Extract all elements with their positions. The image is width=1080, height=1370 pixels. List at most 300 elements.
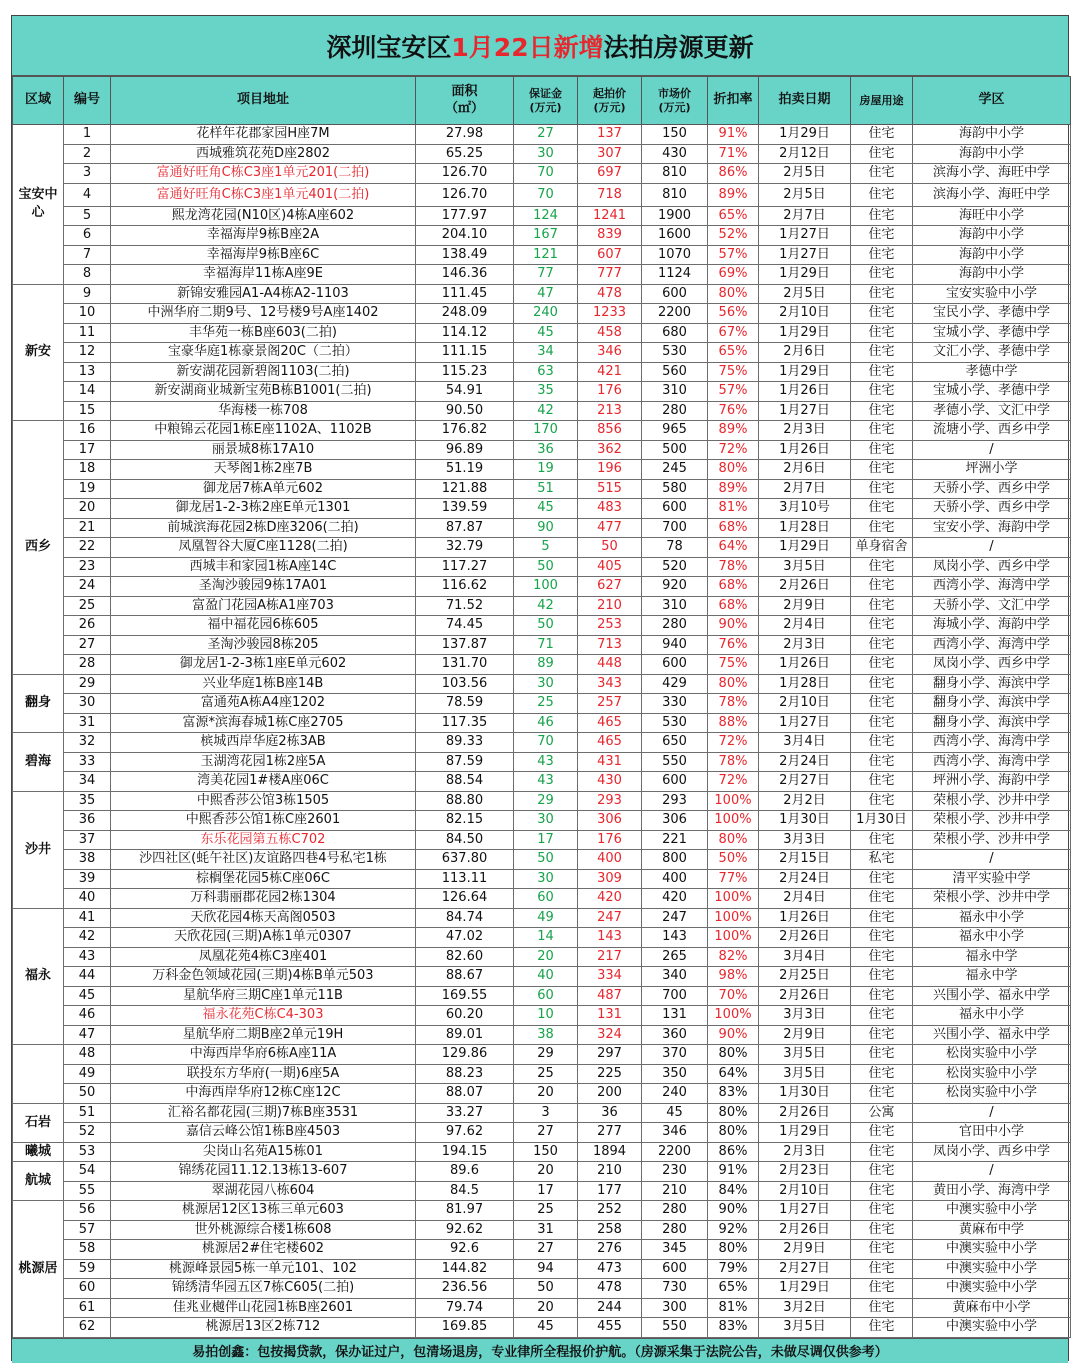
cell-market: 580 (642, 479, 708, 499)
cell-market: 345 (642, 1240, 708, 1260)
cell-school: 中澳实验中小学 (913, 1240, 1071, 1260)
cell-school: / (913, 440, 1071, 460)
cell-start: 713 (578, 635, 642, 655)
cell-discount: 100% (708, 928, 759, 948)
cell-school: 宝安小学、海韵中学 (913, 518, 1071, 538)
cell-market: 131 (642, 1006, 708, 1026)
cell-school: 天骄小学、西乡中学 (913, 479, 1071, 499)
cell-no: 6 (64, 226, 111, 246)
cell-deposit: 89 (514, 655, 578, 675)
cell-usage: 住宅 (851, 1123, 913, 1143)
cell-address: 中海西岸华府6栋A座11A (111, 1045, 416, 1065)
cell-usage: 住宅 (851, 499, 913, 519)
cell-market: 310 (642, 382, 708, 402)
cell-deposit: 70 (514, 164, 578, 184)
cell-start: 257 (578, 694, 642, 714)
cell-start: 405 (578, 557, 642, 577)
cell-area: 60.20 (416, 1006, 514, 1026)
cell-date: 2月25日 (759, 967, 851, 987)
cell-no: 40 (64, 889, 111, 909)
cell-market: 810 (642, 164, 708, 184)
cell-deposit: 63 (514, 362, 578, 382)
cell-deposit: 36 (514, 440, 578, 460)
cell-start: 131 (578, 1006, 642, 1026)
cell-address: 玉湖湾花园1栋2座5A (111, 752, 416, 772)
cell-school: 海韵中小学 (913, 245, 1071, 265)
cell-deposit: 90 (514, 518, 578, 538)
cell-start: 252 (578, 1201, 642, 1221)
cell-deposit: 50 (514, 557, 578, 577)
cell-date: 2月27日 (759, 772, 851, 792)
cell-usage: 住宅 (851, 928, 913, 948)
cell-market: 420 (642, 889, 708, 909)
cell-discount: 80% (708, 674, 759, 694)
cell-area: 84.74 (416, 908, 514, 928)
cell-discount: 72% (708, 440, 759, 460)
table-row (13, 1181, 1071, 1201)
cell-no: 4 (64, 183, 111, 206)
cell-no: 54 (64, 1162, 111, 1182)
cell-school: 荣根小学、沙井中学 (913, 889, 1071, 909)
cell-start: 458 (578, 323, 642, 343)
cell-school: 黄麻布中小学 (913, 1298, 1071, 1318)
header-usage: 房屋用途 (851, 77, 913, 125)
cell-deposit: 35 (514, 382, 578, 402)
cell-usage: 住宅 (851, 401, 913, 421)
cell-address: 幸福海岸9栋B座2A (111, 226, 416, 246)
cell-school: 松岗实验中小学 (913, 1064, 1071, 1084)
cell-address: 天琴阁1栋2座7B (111, 460, 416, 480)
cell-address: 桃源居12区13栋三单元603 (111, 1201, 416, 1221)
cell-no: 19 (64, 479, 111, 499)
cell-discount: 68% (708, 596, 759, 616)
cell-address: 圣淘沙骏园8栋205 (111, 635, 416, 655)
cell-usage: 住宅 (851, 164, 913, 184)
cell-school: 荣根小学、沙井中学 (913, 811, 1071, 831)
cell-market: 800 (642, 850, 708, 870)
table-row (13, 928, 1071, 948)
cell-deposit: 27 (514, 1123, 578, 1143)
cell-discount: 75% (708, 362, 759, 382)
cell-no: 5 (64, 206, 111, 226)
cell-deposit: 94 (514, 1259, 578, 1279)
cell-area: 114.12 (416, 323, 514, 343)
cell-area: 236.56 (416, 1279, 514, 1299)
cell-discount: 65% (708, 343, 759, 363)
cell-deposit: 49 (514, 908, 578, 928)
cell-school: 福永中学 (913, 947, 1071, 967)
cell-deposit: 20 (514, 1298, 578, 1318)
header-market-label: 市场价 (658, 86, 691, 100)
cell-address: 华海楼一栋708 (111, 401, 416, 421)
cell-address: 锦绣清华园五区7栋C605(二拍) (111, 1279, 416, 1299)
cell-discount: 90% (708, 1201, 759, 1221)
cell-school: 荣根小学、沙井中学 (913, 791, 1071, 811)
cell-no: 22 (64, 538, 111, 558)
cell-market: 400 (642, 869, 708, 889)
cell-discount: 80% (708, 830, 759, 850)
cell-start: 324 (578, 1025, 642, 1045)
cell-usage: 私宅 (851, 850, 913, 870)
cell-address: 富通好旺角C栋C3座1单元401(二拍) (111, 183, 416, 206)
cell-discount: 89% (708, 183, 759, 206)
cell-no: 60 (64, 1279, 111, 1299)
cell-school: 流塘小学、西乡中学 (913, 421, 1071, 441)
cell-start: 478 (578, 1279, 642, 1299)
cell-discount: 98% (708, 967, 759, 987)
cell-no: 27 (64, 635, 111, 655)
cell-area: 71.52 (416, 596, 514, 616)
cell-usage: 住宅 (851, 304, 913, 324)
cell-area: 169.85 (416, 1318, 514, 1338)
table-row (13, 947, 1071, 967)
cell-usage: 住宅 (851, 1318, 913, 1338)
header-no: 编号 (64, 77, 111, 125)
table-row (13, 1084, 1071, 1104)
cell-deposit: 30 (514, 869, 578, 889)
cell-school: 西湾小学、海湾中学 (913, 577, 1071, 597)
cell-school: / (913, 850, 1071, 870)
cell-discount: 100% (708, 908, 759, 928)
cell-date: 1月27日 (759, 245, 851, 265)
cell-no: 38 (64, 850, 111, 870)
cell-usage: 住宅 (851, 889, 913, 909)
cell-no: 23 (64, 557, 111, 577)
cell-area: 144.82 (416, 1259, 514, 1279)
cell-date: 3月3日 (759, 1006, 851, 1026)
cell-no: 1 (64, 125, 111, 145)
cell-no: 50 (64, 1084, 111, 1104)
cell-usage: 住宅 (851, 226, 913, 246)
cell-address: 御龙居1-2-3栋1座E单元602 (111, 655, 416, 675)
cell-discount: 69% (708, 265, 759, 285)
cell-usage: 住宅 (851, 460, 913, 480)
cell-date: 2月4日 (759, 616, 851, 636)
cell-date: 2月9日 (759, 596, 851, 616)
cell-deposit: 70 (514, 733, 578, 753)
cell-usage: 住宅 (851, 967, 913, 987)
cell-start: 297 (578, 1045, 642, 1065)
cell-no: 2 (64, 144, 111, 164)
cell-discount: 82% (708, 947, 759, 967)
cell-address: 御龙居1-2-3栋2座E单元1301 (111, 499, 416, 519)
header-discount: 折扣率 (708, 77, 759, 125)
cell-date: 1月27日 (759, 226, 851, 246)
cell-start: 607 (578, 245, 642, 265)
cell-address: 富通好旺角C栋C3座1单元201(二拍) (111, 164, 416, 184)
cell-usage: 住宅 (851, 1045, 913, 1065)
cell-start: 200 (578, 1084, 642, 1104)
cell-market: 143 (642, 928, 708, 948)
cell-area: 248.09 (416, 304, 514, 324)
cell-no: 3 (64, 164, 111, 184)
cell-no: 35 (64, 791, 111, 811)
district-cell (13, 1045, 64, 1104)
cell-area: 139.59 (416, 499, 514, 519)
cell-start: 253 (578, 616, 642, 636)
cell-area: 194.15 (416, 1142, 514, 1162)
cell-start: 177 (578, 1181, 642, 1201)
cell-discount: 100% (708, 791, 759, 811)
table-row (13, 479, 1071, 499)
cell-market: 310 (642, 596, 708, 616)
cell-market: 247 (642, 908, 708, 928)
cell-school: 兴围小学、福永中学 (913, 986, 1071, 1006)
cell-address: 桃源居13区2栋712 (111, 1318, 416, 1338)
cell-discount: 91% (708, 1162, 759, 1182)
table-row (13, 811, 1071, 831)
cell-school: 中澳实验中小学 (913, 1279, 1071, 1299)
cell-area: 204.10 (416, 226, 514, 246)
cell-market: 600 (642, 1259, 708, 1279)
table-row (13, 1162, 1071, 1182)
cell-address: 圣淘沙骏园9栋17A01 (111, 577, 416, 597)
cell-no: 8 (64, 265, 111, 285)
cell-date: 2月6日 (759, 343, 851, 363)
cell-date: 3月5日 (759, 1064, 851, 1084)
cell-start: 210 (578, 596, 642, 616)
cell-school: 海韵中小学 (913, 144, 1071, 164)
cell-address: 丰华苑一栋B座603(二拍) (111, 323, 416, 343)
cell-no: 7 (64, 245, 111, 265)
cell-discount: 71% (708, 144, 759, 164)
cell-area: 82.15 (416, 811, 514, 831)
cell-usage: 住宅 (851, 1240, 913, 1260)
cell-no: 56 (64, 1201, 111, 1221)
cell-start: 515 (578, 479, 642, 499)
header-start-unit: (万元) (593, 100, 626, 114)
header-start-label: 起拍价 (593, 86, 626, 100)
table-row (13, 1279, 1071, 1299)
cell-usage: 住宅 (851, 1279, 913, 1299)
cell-area: 51.19 (416, 460, 514, 480)
table-row (13, 265, 1071, 285)
cell-deposit: 42 (514, 401, 578, 421)
cell-area: 117.35 (416, 713, 514, 733)
cell-area: 111.45 (416, 284, 514, 304)
cell-discount: 68% (708, 518, 759, 538)
cell-market: 920 (642, 577, 708, 597)
cell-area: 81.97 (416, 1201, 514, 1221)
cell-address: 天欣花园4栋天高阁0503 (111, 908, 416, 928)
cell-deposit: 29 (514, 1045, 578, 1065)
cell-no: 24 (64, 577, 111, 597)
table-row (13, 1318, 1071, 1338)
cell-discount: 83% (708, 1318, 759, 1338)
cell-school: 翻身小学、海滨中学 (913, 713, 1071, 733)
cell-area: 78.59 (416, 694, 514, 714)
cell-discount: 68% (708, 577, 759, 597)
cell-address: 前城滨海花园2栋D座3206(二拍) (111, 518, 416, 538)
header-start (578, 77, 642, 125)
cell-market: 530 (642, 343, 708, 363)
cell-discount: 76% (708, 635, 759, 655)
table-row (13, 752, 1071, 772)
cell-school: 海城小学、海韵中学 (913, 616, 1071, 636)
cell-usage: 住宅 (851, 986, 913, 1006)
cell-usage: 住宅 (851, 1220, 913, 1240)
cell-date: 3月2日 (759, 1298, 851, 1318)
table-row (13, 125, 1071, 145)
cell-start: 244 (578, 1298, 642, 1318)
cell-usage: 住宅 (851, 265, 913, 285)
cell-area: 126.64 (416, 889, 514, 909)
cell-school: 海韵中小学 (913, 265, 1071, 285)
cell-school: 海韵中小学 (913, 226, 1071, 246)
cell-address: 富盈门花园A栋A1座703 (111, 596, 416, 616)
cell-address: 星航华府二期B座2单元19H (111, 1025, 416, 1045)
table-row (13, 616, 1071, 636)
cell-address: 新安湖商业城新宝苑B栋B1001(二拍) (111, 382, 416, 402)
cell-market: 680 (642, 323, 708, 343)
cell-school: 西湾小学、海湾中学 (913, 635, 1071, 655)
district-line: 心 (31, 205, 45, 221)
cell-date: 2月9日 (759, 1025, 851, 1045)
cell-no: 37 (64, 830, 111, 850)
cell-discount: 78% (708, 752, 759, 772)
table-row (13, 284, 1071, 304)
cell-market: 280 (642, 1201, 708, 1221)
district-cell: 西乡 (13, 421, 64, 675)
cell-date: 2月24日 (759, 752, 851, 772)
cell-area: 88.54 (416, 772, 514, 792)
cell-date: 2月26日 (759, 577, 851, 597)
cell-area: 129.86 (416, 1045, 514, 1065)
cell-address: 锦绣花园11.12.13栋13-607 (111, 1162, 416, 1182)
cell-date: 1月26日 (759, 382, 851, 402)
cell-deposit: 240 (514, 304, 578, 324)
table-row (13, 206, 1071, 226)
cell-school: 文汇小学、孝德中学 (913, 343, 1071, 363)
table-row (13, 226, 1071, 246)
district-cell: 翻身 (13, 674, 64, 733)
cell-market: 350 (642, 1064, 708, 1084)
cell-area: 137.87 (416, 635, 514, 655)
cell-address: 幸福海岸11栋A座9E (111, 265, 416, 285)
cell-discount: 78% (708, 694, 759, 714)
cell-address: 新安湖花园新碧阁1103(二拍) (111, 362, 416, 382)
cell-area: 79.74 (416, 1298, 514, 1318)
header-address: 项目地址 (111, 77, 416, 125)
cell-area: 88.80 (416, 791, 514, 811)
table-row (13, 869, 1071, 889)
title-part2: 1月22日新增 (451, 32, 604, 62)
cell-date: 1月29日 (759, 362, 851, 382)
cell-deposit: 14 (514, 928, 578, 948)
cell-school: 西湾小学、海湾中学 (913, 752, 1071, 772)
district-cell: 航城 (13, 1162, 64, 1201)
cell-area: 116.62 (416, 577, 514, 597)
cell-area: 131.70 (416, 655, 514, 675)
cell-date: 2月5日 (759, 164, 851, 184)
cell-start: 697 (578, 164, 642, 184)
table-row (13, 1123, 1071, 1143)
cell-address: 尖岗山名苑A15栋01 (111, 1142, 416, 1162)
cell-address: 新锦安雅园A1-A4栋A2-1103 (111, 284, 416, 304)
cell-date: 2月26日 (759, 928, 851, 948)
cell-discount: 88% (708, 713, 759, 733)
cell-date: 3月10号 (759, 499, 851, 519)
header-area-unit: （㎡） (444, 100, 484, 116)
cell-usage: 住宅 (851, 596, 913, 616)
cell-date: 1月26日 (759, 908, 851, 928)
cell-no: 41 (64, 908, 111, 928)
table-row (13, 577, 1071, 597)
cell-date: 3月5日 (759, 1318, 851, 1338)
district-cell: 福永 (13, 908, 64, 1045)
cell-address: 富源*滨海春城1栋C座2705 (111, 713, 416, 733)
cell-school: 海韵中小学 (913, 125, 1071, 145)
cell-start: 430 (578, 772, 642, 792)
cell-discount: 100% (708, 811, 759, 831)
cell-school: 清平实验中学 (913, 869, 1071, 889)
cell-discount: 50% (708, 850, 759, 870)
cell-school: 福永中小学 (913, 908, 1071, 928)
cell-address: 万科金色领域花园(三期)4栋B单元503 (111, 967, 416, 987)
cell-market: 965 (642, 421, 708, 441)
cell-no: 20 (64, 499, 111, 519)
district-cell: 沙井 (13, 791, 64, 908)
cell-start: 362 (578, 440, 642, 460)
cell-usage: 单身宿舍 (851, 538, 913, 558)
table-row (13, 1103, 1071, 1123)
cell-start: 213 (578, 401, 642, 421)
cell-market: 2200 (642, 304, 708, 324)
cell-school: 坪洲小学、海韵中学 (913, 772, 1071, 792)
table-body (13, 125, 1071, 1338)
cell-area: 117.27 (416, 557, 514, 577)
cell-deposit: 60 (514, 889, 578, 909)
cell-area: 82.60 (416, 947, 514, 967)
cell-discount: 77% (708, 869, 759, 889)
cell-area: 169.55 (416, 986, 514, 1006)
table-row (13, 1220, 1071, 1240)
cell-area: 88.07 (416, 1084, 514, 1104)
table-row (13, 538, 1071, 558)
cell-deposit: 20 (514, 1084, 578, 1104)
cell-market: 45 (642, 1103, 708, 1123)
cell-market: 370 (642, 1045, 708, 1065)
cell-address: 桃源居2#住宅楼602 (111, 1240, 416, 1260)
cell-market: 730 (642, 1279, 708, 1299)
cell-market: 700 (642, 986, 708, 1006)
cell-market: 600 (642, 772, 708, 792)
cell-start: 455 (578, 1318, 642, 1338)
cell-address: 槟城西岸华庭2栋3AB (111, 733, 416, 753)
cell-market: 520 (642, 557, 708, 577)
cell-discount: 90% (708, 616, 759, 636)
table-row (13, 713, 1071, 733)
cell-area: 637.80 (416, 850, 514, 870)
cell-school: 松岗实验中小学 (913, 1045, 1071, 1065)
cell-usage: 住宅 (851, 772, 913, 792)
cell-date: 1月26日 (759, 655, 851, 675)
table-row (13, 304, 1071, 324)
cell-area: 27.98 (416, 125, 514, 145)
cell-start: 343 (578, 674, 642, 694)
cell-date: 2月26日 (759, 1103, 851, 1123)
cell-market: 560 (642, 362, 708, 382)
cell-address: 丽景城8栋17A10 (111, 440, 416, 460)
cell-market: 430 (642, 144, 708, 164)
cell-deposit: 60 (514, 986, 578, 1006)
cell-start: 258 (578, 1220, 642, 1240)
cell-school: 官田中小学 (913, 1123, 1071, 1143)
cell-area: 126.70 (416, 164, 514, 184)
district-cell (13, 125, 64, 285)
cell-market: 600 (642, 284, 708, 304)
cell-no: 29 (64, 674, 111, 694)
